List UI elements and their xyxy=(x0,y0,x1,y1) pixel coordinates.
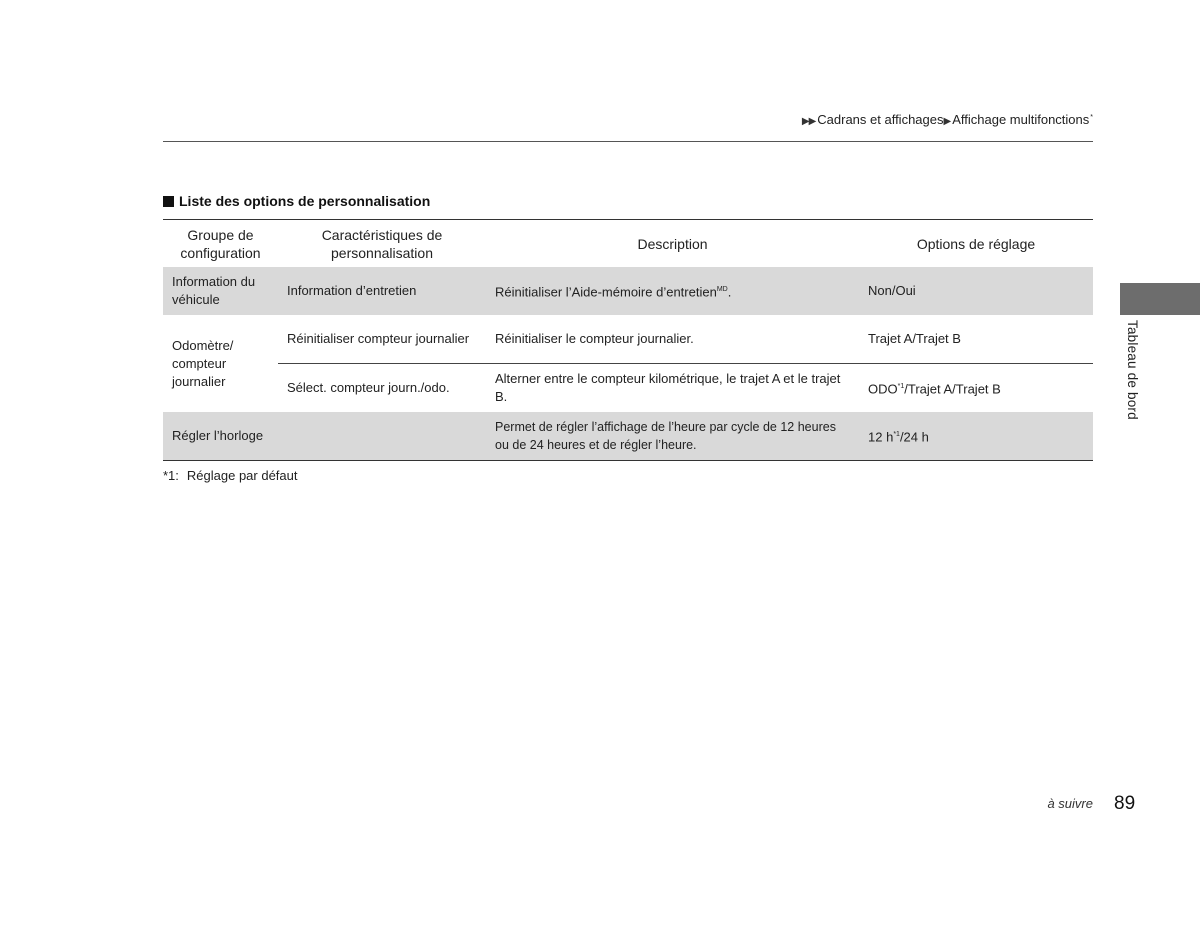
breadcrumb-section[interactable]: Cadrans et affichages xyxy=(817,112,944,127)
square-bullet-icon xyxy=(163,196,174,207)
description-end: . xyxy=(727,284,732,300)
footnote-mark: *1: xyxy=(163,468,179,483)
cell-description xyxy=(486,267,859,315)
section-title-text: Liste des options de personnalisation xyxy=(179,193,431,209)
table-row xyxy=(163,364,1093,413)
options-post: /Trajet A/Trajet B xyxy=(904,381,1001,397)
cell-options xyxy=(859,364,1093,413)
table-header-row xyxy=(163,220,1093,268)
cell-feature: Sélect. compteur journ./odo. xyxy=(278,364,486,413)
breadcrumb-page[interactable]: Affichage multifonctions xyxy=(952,112,1090,127)
table-row xyxy=(163,267,1093,315)
section-title xyxy=(163,193,430,209)
cell-description: Permet de régler l’affichage de l’heure par cycle de 12 heures ou de 24 heures et de régler l’heure. xyxy=(486,412,859,461)
cell-feature: Réinitialiser compteur journalier xyxy=(287,331,470,346)
footnote-ref: *1 xyxy=(893,430,900,438)
header-divider xyxy=(163,141,1093,142)
options-pre: ODO xyxy=(868,381,898,397)
header-feature: Caractéristiques de personnalisation xyxy=(278,220,486,268)
options-post: /24 h xyxy=(899,429,929,445)
footnote xyxy=(163,468,298,483)
chapter-tab-label: Tableau de bord xyxy=(1125,320,1140,420)
cell-options: Non/Oui xyxy=(859,267,1093,315)
description-text: Réinitialiser l’Aide-mémoire d’entretien xyxy=(495,284,717,300)
header-group: Groupe de configuration xyxy=(163,220,278,268)
options-table xyxy=(163,219,1093,461)
page-number: 89 xyxy=(1114,793,1136,814)
cell-feature xyxy=(278,412,486,461)
cell-group: Information du véhicule xyxy=(163,267,278,315)
cell-group: Odomètre/ compteur journalier xyxy=(172,337,234,389)
cell-description: Alterner entre le compteur kilométrique, le trajet A et le trajet B. xyxy=(486,364,859,413)
breadcrumb-arrows-icon: ▶▶ xyxy=(801,116,816,127)
cell-group: Régler l’horloge xyxy=(163,412,278,461)
cell-options: Trajet A/Trajet B xyxy=(868,331,961,346)
footnote-text: Réglage par défaut xyxy=(186,468,298,483)
breadcrumb-arrow-icon: ▶ xyxy=(943,116,951,127)
continued-label: à suivre xyxy=(1047,796,1093,811)
trademark-sup: MD xyxy=(716,285,728,293)
breadcrumb-asterisk: * xyxy=(1090,113,1093,121)
cell-feature: Information d’entretien xyxy=(278,267,486,315)
footnote-ref: *1 xyxy=(897,382,905,390)
breadcrumb xyxy=(802,112,1093,127)
cell-options xyxy=(859,412,1093,461)
table-row xyxy=(163,315,1093,364)
chapter-tab[interactable] xyxy=(1120,283,1200,315)
header-options: Options de réglage xyxy=(859,220,1093,268)
options-pre: 12 h xyxy=(868,429,894,445)
table-row xyxy=(163,412,1093,461)
cell-description: Réinitialiser le compteur journalier. xyxy=(495,331,694,346)
header-description: Description xyxy=(486,220,859,268)
